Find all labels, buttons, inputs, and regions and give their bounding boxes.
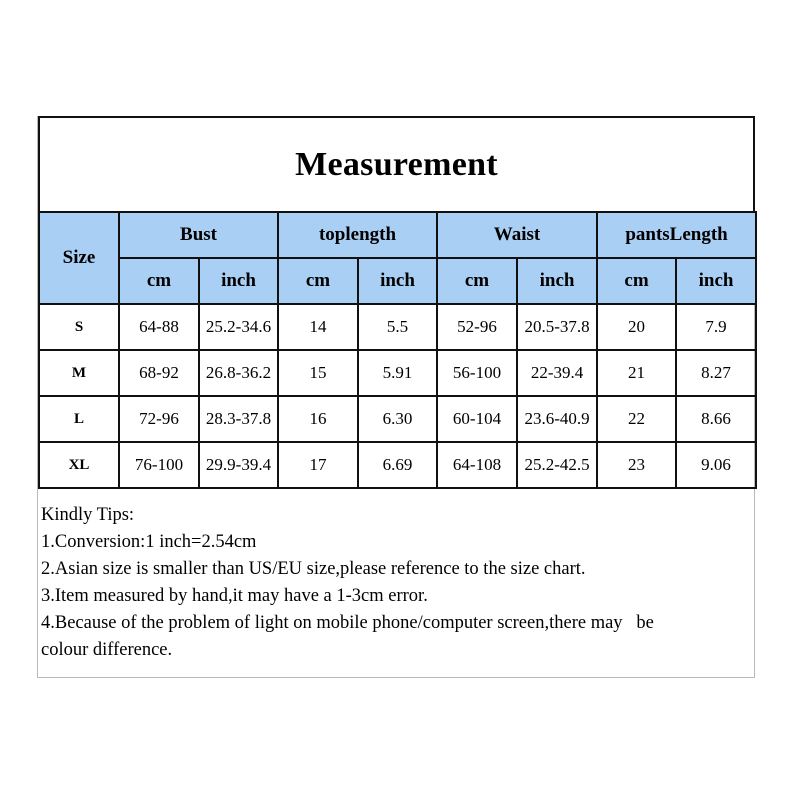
table-cell: 60-104 <box>437 396 517 442</box>
size-table <box>38 211 757 489</box>
group-header-bust: Bust <box>119 212 278 258</box>
size-label: XL <box>39 442 119 488</box>
tip-item: 4.Because of the problem of light on mobile phone/computer screen,there may be <box>41 613 654 633</box>
table-cell: 56-100 <box>437 350 517 396</box>
kindly-tips <box>41 502 746 664</box>
table-cell: 8.27 <box>676 350 756 396</box>
table-cell: 52-96 <box>437 304 517 350</box>
table-cell: 21 <box>597 350 676 396</box>
size-label: M <box>39 350 119 396</box>
tip-item: 3.Item measured by hand,it may have a 1-3cm error. <box>41 586 428 606</box>
table-row <box>39 442 756 488</box>
table-cell: 72-96 <box>119 396 199 442</box>
table-cell: 17 <box>278 442 358 488</box>
unit-header: inch <box>517 258 597 304</box>
tips-heading: Kindly Tips: <box>41 505 135 525</box>
table-cell: 25.2-42.5 <box>517 442 597 488</box>
group-header-row <box>39 212 756 258</box>
table-cell: 5.91 <box>358 350 437 396</box>
unit-header: cm <box>437 258 517 304</box>
table-row <box>39 304 756 350</box>
tip-item: 2.Asian size is smaller than US/EU size,please reference to the size chart. <box>41 559 586 579</box>
table-cell: 76-100 <box>119 442 199 488</box>
table-cell: 9.06 <box>676 442 756 488</box>
unit-header: cm <box>597 258 676 304</box>
size-header: Size <box>39 212 119 304</box>
table-cell: 25.2-34.6 <box>199 304 278 350</box>
table-cell: 29.9-39.4 <box>199 442 278 488</box>
size-label: S <box>39 304 119 350</box>
table-cell: 20.5-37.8 <box>517 304 597 350</box>
group-header-waist: Waist <box>437 212 597 258</box>
unit-header: inch <box>676 258 756 304</box>
table-cell: 6.69 <box>358 442 437 488</box>
table-cell: 23.6-40.9 <box>517 396 597 442</box>
table-cell: 14 <box>278 304 358 350</box>
table-cell: 22-39.4 <box>517 350 597 396</box>
unit-header: cm <box>278 258 358 304</box>
group-header-toplength: toplength <box>278 212 437 258</box>
table-cell: 5.5 <box>358 304 437 350</box>
table-cell: 22 <box>597 396 676 442</box>
table-cell: 26.8-36.2 <box>199 350 278 396</box>
table-cell: 68-92 <box>119 350 199 396</box>
table-cell: 64-88 <box>119 304 199 350</box>
table-cell: 8.66 <box>676 396 756 442</box>
unit-header-row <box>39 258 756 304</box>
table-cell: 64-108 <box>437 442 517 488</box>
table-cell: 20 <box>597 304 676 350</box>
unit-header: inch <box>358 258 437 304</box>
unit-header: inch <box>199 258 278 304</box>
table-cell: 28.3-37.8 <box>199 396 278 442</box>
table-cell: 23 <box>597 442 676 488</box>
unit-header: cm <box>119 258 199 304</box>
group-header-pantslength: pantsLength <box>597 212 756 258</box>
table-cell: 6.30 <box>358 396 437 442</box>
page-title: Measurement <box>38 116 755 212</box>
table-cell: 15 <box>278 350 358 396</box>
size-label: L <box>39 396 119 442</box>
tip-item: colour difference. <box>41 640 173 660</box>
table-row <box>39 396 756 442</box>
table-cell: 16 <box>278 396 358 442</box>
tip-item: 1.Conversion:1 inch=2.54cm <box>41 532 257 552</box>
table-cell: 7.9 <box>676 304 756 350</box>
table-row <box>39 350 756 396</box>
